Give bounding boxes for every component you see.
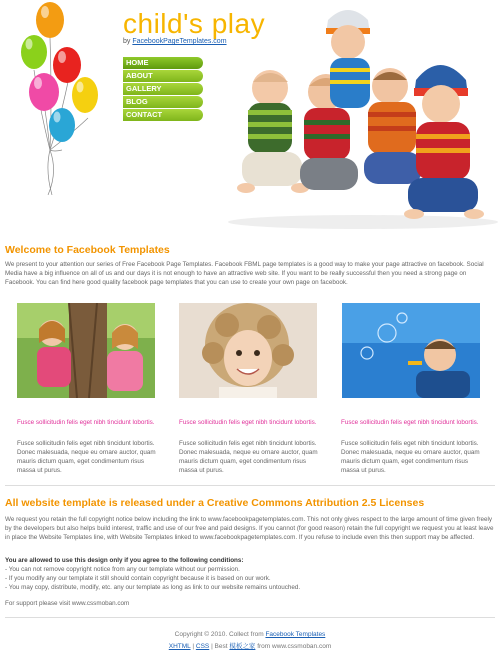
nav-blog[interactable]: BLOG bbox=[123, 96, 203, 108]
column-1-text: Fusce sollicitudin felis eget nibh tincidunt lobortis. Donec malesuada, neque eu ornare auctor, quam mauris dictum quam, eget condimentum risus massa ut purus. bbox=[17, 440, 156, 474]
nav-contact[interactable]: CONTACT bbox=[123, 109, 203, 121]
hero-babies-photo bbox=[218, 0, 500, 230]
divider bbox=[5, 485, 495, 486]
facebook-templates-link[interactable]: Facebook Templates bbox=[265, 631, 326, 638]
license-text: We request you retain the full copyright notice below including the link to www.facebookpagetemplates.com. This not only gives respect to the large amount of time given freely by the developers but also helps build interest, traffic and use of our free and paid designs. If you cannot (for good reason) retain the full copyright we request you at least leave in place the Website Templates line, with Website Templates linked to www.facebookpagetemplates.com. If you refuse to include even this then support may be affected. bbox=[5, 516, 494, 541]
footer-separator: | bbox=[192, 643, 195, 650]
welcome-title: Welcome to Facebook Templates bbox=[5, 244, 170, 256]
footer-separator: | Best bbox=[211, 643, 228, 650]
byline-prefix: by bbox=[123, 38, 131, 45]
footer-copyright bbox=[0, 631, 500, 638]
footer-links bbox=[0, 641, 500, 650]
main-nav bbox=[123, 57, 203, 122]
nav-gallery[interactable]: GALLERY bbox=[123, 83, 203, 95]
column-2-text: Fusce sollicitudin felis eget nibh tincidunt lobortis. Donec malesuada, neque eu ornare auctor, quam mauris dictum quam, eget condimentum risus massa ut purus. bbox=[179, 440, 318, 474]
column-1-title: Fusce sollicitudin felis eget nibh tincidunt lobortis. bbox=[17, 419, 155, 426]
photo-boy-bubbles bbox=[342, 303, 480, 398]
css-link[interactable]: CSS bbox=[195, 643, 210, 650]
column-3-title: Fusce sollicitudin felis eget nibh tincidunt lobortis. bbox=[341, 419, 479, 426]
welcome-text: We present to your attention our series of Free Facebook Page Templates. Facebook FBML page templates is a good way to make your page attractive on facebook. Social Media have a big influence on all of us and our days it is not enough to have an attractive web site. If you want to be really successful then you need a strong page on Facebook. You can find here good quality facebook page templates that you can use to create your own page on facebook. bbox=[5, 261, 484, 286]
nav-about[interactable]: ABOUT bbox=[123, 70, 203, 82]
condition-item: - You can not remove copyright notice from any our template without our permission. bbox=[5, 566, 240, 573]
site-logo[interactable]: child's play bbox=[123, 8, 266, 39]
condition-item: - You may copy, distribute, modify, etc. any our template as long as link to our website remains untouched. bbox=[5, 584, 301, 591]
byline bbox=[123, 38, 227, 45]
byline-link[interactable]: FacebookPageTemplates.com bbox=[132, 38, 227, 45]
conditions-title: You are allowed to use this design only if you agree to the following conditions: bbox=[5, 557, 244, 564]
condition-item: - If you modify any our template it still should contain copyright because it is based on our work. bbox=[5, 575, 271, 582]
balloons-illustration bbox=[10, 0, 110, 195]
photo-girls-tree bbox=[17, 303, 155, 398]
license-title: All website template is released under a Creative Commons Attribution 2.5 Licenses bbox=[5, 497, 425, 509]
column-3-text: Fusce sollicitudin felis eget nibh tincidunt lobortis. Donec malesuada, neque eu ornare auctor, quam mauris dictum quam, eget condimentum risus massa ut purus. bbox=[341, 440, 480, 474]
cssmoban-link[interactable]: 模板之家 bbox=[229, 643, 256, 650]
footer-from: from www.cssmoban.com bbox=[257, 643, 332, 650]
column-2-title: Fusce sollicitudin felis eget nibh tincidunt lobortis. bbox=[179, 419, 317, 426]
photo-curly-girl bbox=[179, 303, 317, 398]
xhtml-link[interactable]: XHTML bbox=[168, 643, 191, 650]
copyright-text: Copyright © 2010. Collect from bbox=[174, 631, 264, 638]
support-text: For support please visit www.cssmoban.com bbox=[5, 600, 130, 607]
divider bbox=[5, 617, 495, 618]
nav-home[interactable]: HOME bbox=[123, 57, 203, 69]
